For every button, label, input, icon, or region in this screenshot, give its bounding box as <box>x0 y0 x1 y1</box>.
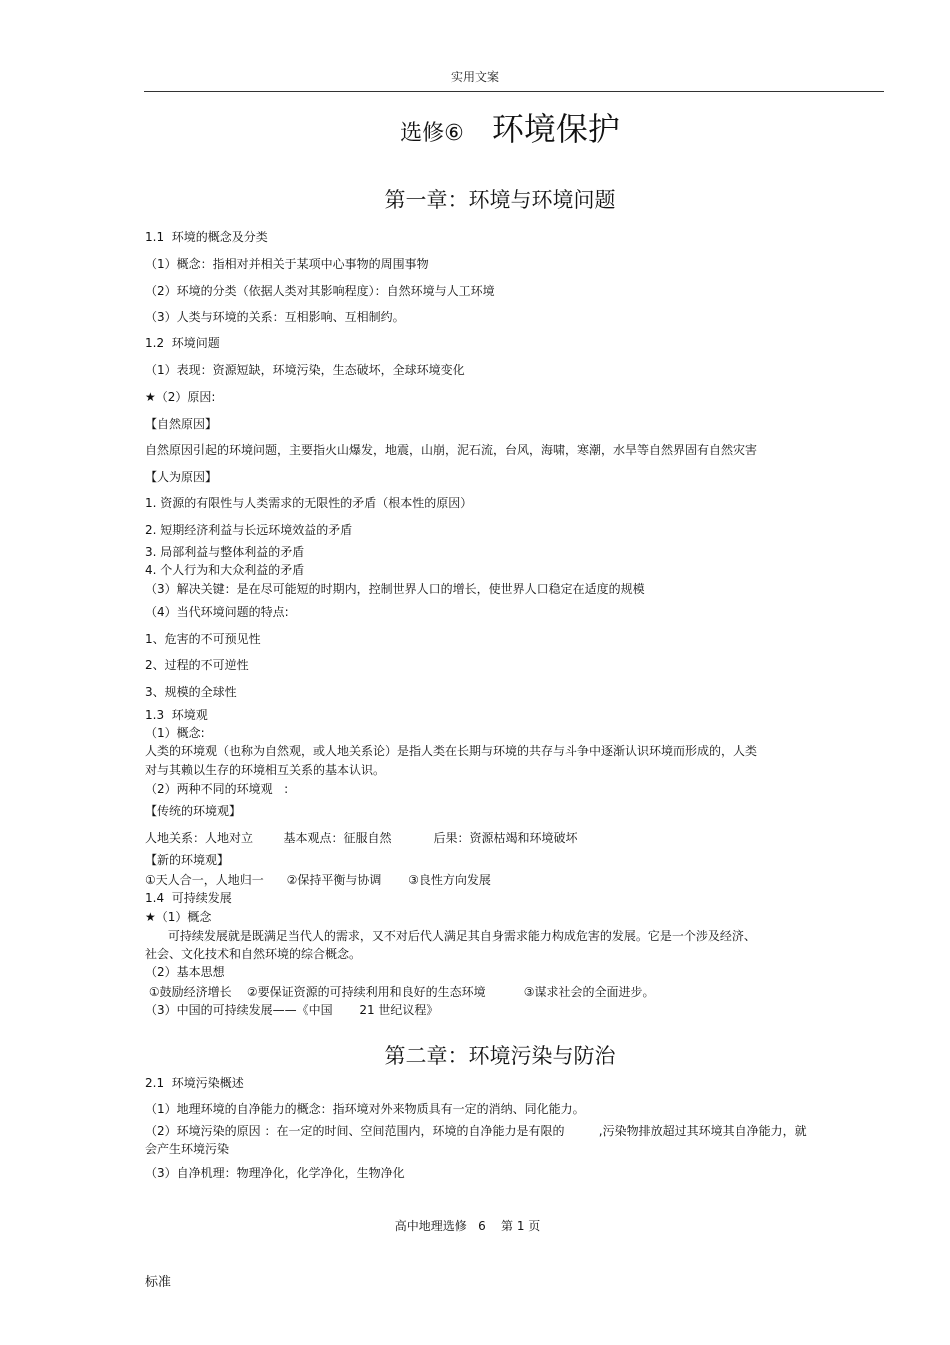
section-heading: 2.1 环境污染概述 <box>145 1076 244 1090</box>
text-line: 【自然原因】 <box>145 417 218 431</box>
text-line: 社会、文化技术和自然环境的综合概念。 <box>145 947 362 961</box>
text-line: 对与其赖以生存的环境相互关系的基本认识。 <box>145 763 386 777</box>
document-title <box>0 104 950 150</box>
text-line: 2. 短期经济利益与长远环境效益的矛盾 <box>145 523 353 537</box>
text-line: （2）两种不同的环境观 : <box>145 782 289 796</box>
text-line: （3）解决关键：是在尽可能短的时期内，控制世界人口的增长，使世界人口稳定在适度的规模 <box>145 582 645 596</box>
header-divider <box>144 91 884 92</box>
section-heading: 1.3 环境观 <box>145 708 208 722</box>
text-line: 【人为原因】 <box>145 470 218 484</box>
text-line: 会产生环境污染 <box>145 1142 230 1156</box>
text-line: 【传统的环境观】 <box>145 804 242 818</box>
text-line: ★（2）原因: <box>145 390 216 404</box>
section-heading: 1.2 环境问题 <box>145 336 220 350</box>
text-line: 3. 局部利益与整体利益的矛盾 <box>145 545 305 559</box>
text-line: （2）环境污染的原因 ：在一定的时间、空间范围内，环境的自净能力是有限的 ,污染物排放超过其环境其自净能力，就 <box>145 1124 807 1138</box>
chapter-heading: 第二章：环境污染与防治 <box>384 1044 616 1068</box>
text-line: 【新的环境观】 <box>145 853 230 867</box>
text-line: 1. 资源的有限性与人类需求的无限性的矛盾（根本性的原因） <box>145 496 473 510</box>
text-line: 1、危害的不可预见性 <box>145 632 261 646</box>
text-line: 2、过程的不可逆性 <box>145 658 249 672</box>
text-line: （1）地理环境的自净能力的概念：指环境对外来物质具有一定的消纳、同化能力。 <box>145 1102 585 1116</box>
text-line: （3）自净机理：物理净化，化学净化，生物净化 <box>145 1166 405 1180</box>
text-line: （2）环境的分类（依据人类对其影响程度）：自然环境与人工环境 <box>145 284 495 298</box>
text-line: 自然原因引起的环境问题，主要指火山爆发，地震，山崩，泥石流，台风，海啸，寒潮，水旱等自然界固有自然灾害 <box>145 443 758 457</box>
text-line: 3、规模的全球性 <box>145 685 237 699</box>
text-line: 可持续发展就是既满足当代人的需求，又不对后代人满足其自身需求能力构成危害的发展。它是一个涉及经济、 <box>145 929 756 943</box>
text-line: （2）基本思想 <box>145 965 225 979</box>
text-line: ★（1）概念 <box>145 910 212 924</box>
text-line: ①天人合一，人地归一 ②保持平衡与协调 ③良性方向发展 <box>145 873 491 887</box>
section-heading: 1.4 可持续发展 <box>145 891 232 905</box>
text-line: ①鼓励经济增长 ②要保证资源的可持续利用和良好的生态环境 ③谋求社会的全面进步。 <box>145 985 655 999</box>
text-line: （1）表现：资源短缺，环境污染，生态破坏，全球环境变化 <box>145 363 465 377</box>
text-line: 4. 个人行为和大众利益的矛盾 <box>145 563 305 577</box>
title-prefix: 选修⑥ <box>400 121 464 146</box>
text-line: 人类的环境观（也称为自然观，或人地关系论）是指人类在长期与环境的共存与斗争中逐渐认识环境而形成的，人类 <box>145 744 758 758</box>
corner-label: 标准 <box>145 1275 172 1290</box>
chapter-heading: 第一章：环境与环境问题 <box>384 188 616 212</box>
title-main: 环境保护 <box>491 110 620 148</box>
text-line: （1）概念：指相对并相关于某项中心事物的周围事物 <box>145 257 429 271</box>
text-line: （3）人类与环境的关系：互相影响、互相制约。 <box>145 310 405 324</box>
text-line: （1）概念: <box>145 726 205 740</box>
page-footer: 高中地理选修 6 第 1 页 <box>394 1219 541 1233</box>
text-line: （3）中国的可持续发展——《中国 21 世纪议程》 <box>145 1003 439 1017</box>
text-line: 人地关系：人地对立 基本观点：征服自然 后果：资源枯竭和环境破坏 <box>145 831 578 845</box>
text-line: （4）当代环境问题的特点: <box>145 605 289 619</box>
running-header: 实用文案 <box>450 70 499 84</box>
section-heading: 1.1 环境的概念及分类 <box>145 230 268 244</box>
